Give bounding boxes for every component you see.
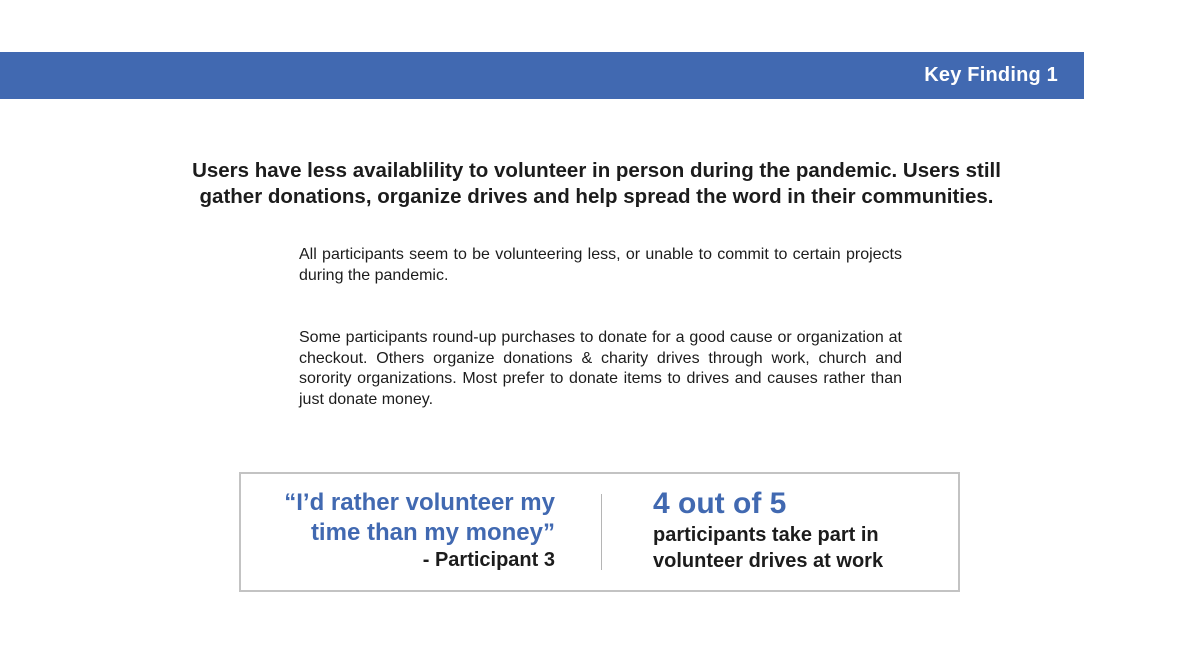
participant-quote xyxy=(284,488,555,548)
stat-line-1: participants take part in xyxy=(653,524,879,546)
headline xyxy=(150,158,1043,210)
stat-number: 4 out of 5 xyxy=(653,487,787,520)
card-divider xyxy=(601,494,602,570)
quote-line-2: time than my money” xyxy=(310,519,555,546)
key-finding-banner xyxy=(0,52,1084,99)
quote-line-1: “I’d rather volunteer my xyxy=(284,489,555,516)
paragraph-donations: Some participants round-up purchases to donate for a good cause or organization at checkout. Others organize donations & charity drives through work, church and sorority organizations. Most prefer to donate items to drives and causes rather than just donate money. xyxy=(299,329,902,408)
paragraph-availability: All participants seem to be volunteering less, or unable to commit to certain projects during the pandemic. xyxy=(299,246,902,284)
stat-description xyxy=(653,522,883,574)
banner-title: Key Finding 1 xyxy=(924,64,1058,86)
finding-card xyxy=(239,472,960,592)
stat-line-2: volunteer drives at work xyxy=(653,550,884,572)
quote-attribution: - Participant 3 xyxy=(422,549,555,571)
headline-line-1: Users have less availablility to volunteer in person during the pandemic. Users still xyxy=(192,159,1001,182)
headline-line-2: gather donations, organize drives and help spread the word in their communities. xyxy=(199,185,994,208)
